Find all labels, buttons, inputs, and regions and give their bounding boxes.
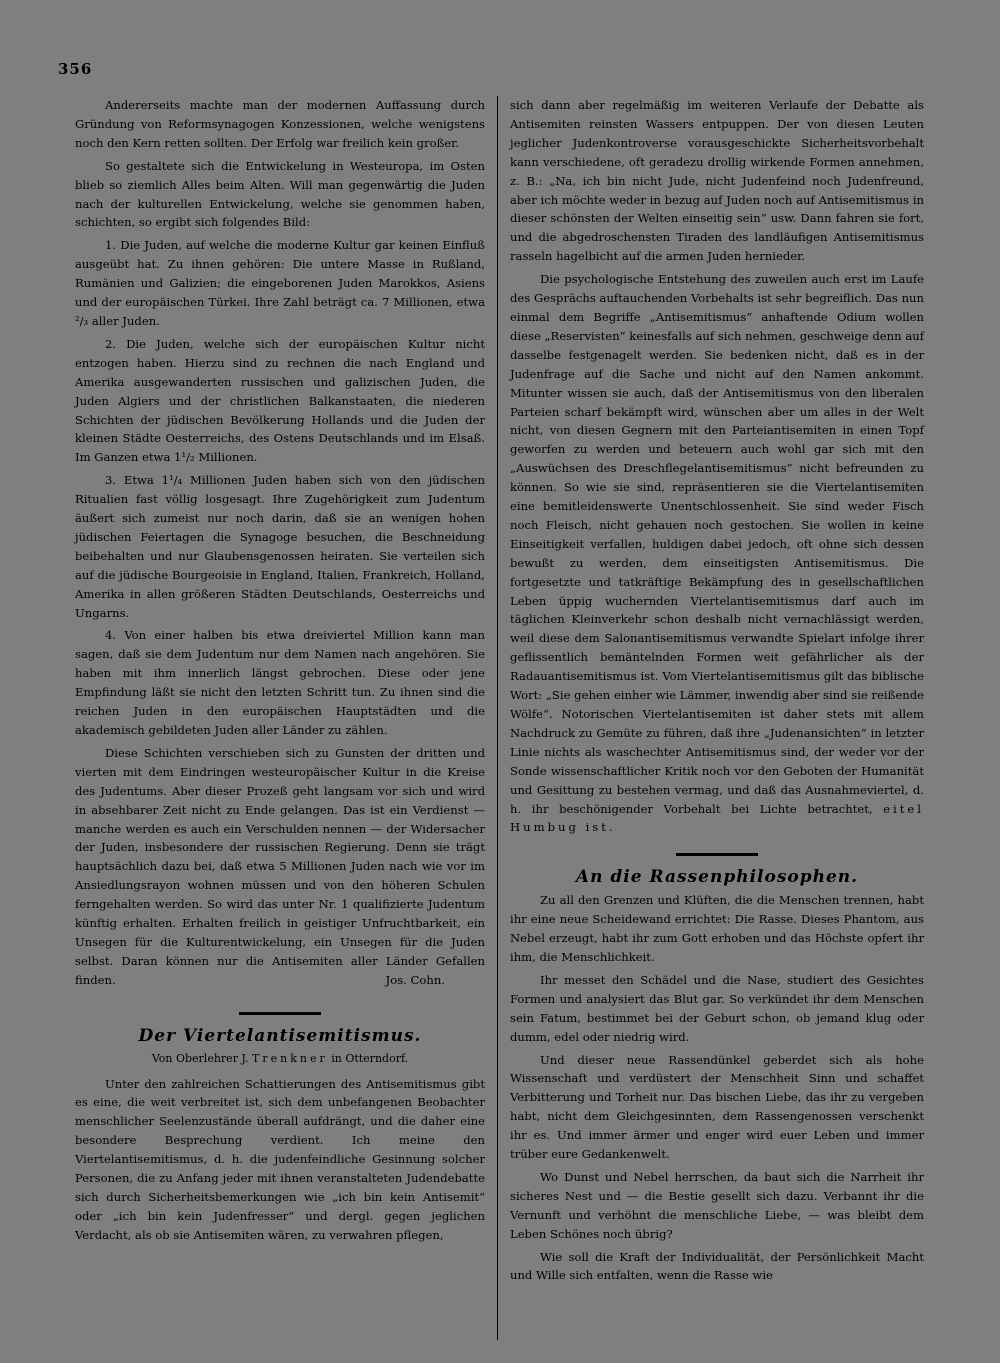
paragraph: So gestaltete sich die Entwickelung in Westeuropa, im Osten blieb so ziemlich Alles beim Alten. Will man gegenwärtig die Juden nach der kulturellen Entwickelung, welche sie genommen haben, schichten, so ergibt sich folgendes Bild:	[75, 158, 485, 230]
paragraph-with-signature	[75, 744, 485, 990]
paragraph-text: Die psychologische Entstehung des zuweilen auch erst im Laufe des Gesprächs auftauchenden Vorbehalts ist sehr begreiflich. Das nun einmal dem Begriffe „Antisemitismus“ anhaftende Odium wollen diese „Reservisten“ keinesfalls auf sich nehmen, geschweige denn auf dasselbe festgenagelt werden. Sie bedenken nicht, daß es in der Judenfrage auf die Sache und nicht auf den Namen ankommt. Mitunter wissen sie auch, daß der Antisemitismus von den liberalen Parteien scharf bekämpft wird, wünschen aber um alles in der Welt nicht, von diesen Gegnern mit den Parteiantisemiten in einen Topf geworfen zu werden und beteuern auch wohl gar sich mit den „Auswüchsen des Dreschflegelantisemitismus“ nicht befreunden zu können. So wie sie sind, repräsentieren sie die Viertelantisemiten eine bemitleidenswerte Unentschlossenheit. Sie sind weder Fisch noch Fleisch, nicht gehauen noch gestochen. Sie wollen in keine Einseitigkeit verfallen, huldigen dabei jedoch, oft ohne sich dessen bewußt zu werden, dem einseitigsten Antisemitismus. Die fortgesetzte und tatkräftige Bekämpfung des in gesellschaftlichen Leben üppig wuchernden Viertelantisemitismus darf auch im täglichen Kleinverkehr schon deshalb nicht vernachlässigt werden, weil diese dem Salonantisemitismus verwandte Spielart infolge ihrer geflissentlich bemäntelnden Formen weit gefährlicher als der Radauantisemitismus ist. Vom Viertelantisemitismus gilt das biblische Wort: „Sie gehen einher wie Lämmer, inwendig aber sind sie reißende Wölfe“. Notorischen Viertelantisemiten ist daher stets mit allem Nachdruck zu Gemüte zu führen, daß ihre „Judenansichten“ in letzter Linie nichts als waschechter Antisemitismus sind, der weder vor der Sonde wissenschaftlicher Kritik noch vor den Geboten der Humanität und Gesittung zu bestehen vermag, und daß das Ausnahmeviertel, d. h. ihr beschönigender Vorbehalt bei Lichte betrachtet,	[510, 272, 924, 816]
paragraph: 2. Die Juden, welche sich der europäischen Kultur nicht entzogen haben. Hierzu sind zu rechnen die nach England und Amerika ausgewanderten russischen und galizischen Juden, die Juden Algiers und der christlichen Balkanstaaten, die niederen Schichten der jüdischen Bevölkerung Hollands und die Juden der kleinen Städte Oesterreichs, des Ostens Deutschlands und im Elsaß. Im Ganzen etwa 1¹/₂ Millionen.	[75, 336, 485, 465]
paragraph: Andererseits machte man der modernen Auffassung durch Gründung von Reformsynagogen Konzessionen, welche wenigstens noch den Kern retten sollten. Der Erfolg war freilich kein großer.	[75, 98, 485, 150]
paragraph: 4. Von einer halben bis etwa dreiviertel Million kann man sagen, daß sie dem Judentum nur dem Namen nach angehören. Sie haben mit ihm innerlich längst gebrochen. Diese oder jene Empfindung läßt sie nicht den letzten Schritt tun. Zu ihnen sind die reichen Juden in den europäischen Hauptstädten und die akademisch gebildeten Juden aller Länder zu zählen.	[75, 628, 485, 737]
paragraph: sich dann aber regelmäßig im weiteren Verlaufe der Debatte als Antisemiten reinsten Wassers entpuppen. Der von diesen Leuten jeglicher Judenkontroverse vorausgeschickte Sicherheitsvorbehalt kann verschiedene, oft geradezu drollig wirkende Formen annehmen, z. B.: „Na, ich bin nicht Jude, nicht Judenfeind noch Judenfreund, aber ich möchte weder in bezug auf Juden noch auf Antisemitismus in dieser schönsten der Welten einseitig sein“ usw. Dann fahren sie fort, und die abgedroschensten Tiraden des landläufigen Antisemitismus rasseln hagelbicht auf die armen Juden hernieder.	[510, 98, 924, 264]
author-signature: Jos. Cohn.	[385, 972, 445, 987]
emphasized-text: eitel Humbug ist.	[510, 801, 924, 835]
page-number: 356	[58, 60, 93, 78]
paragraph: 3. Etwa 1¹/₄ Millionen Juden haben sich von den jüdischen Ritualien fast völlig losgesagt. Ihre Zugehörigkeit zum Judentum äußert sich zumeist nur noch darin, daß sie an wenigen hohen jüdischen Feiertagen die Synagoge besuchen, die Beschneidung beibehalten und nur Glaubensgenossen heiraten. Sie verteilen sich auf die jüdische Bourgeoisie in England, Italien, Frankreich, Holland, Amerika in allen größeren Städten Deutschlands, Oesterreichs und Ungarns.	[75, 473, 485, 620]
paragraph: Ihr messet den Schädel und die Nase, studiert des Gesichtes Formen und analysiert das Blut gar. So verkündet ihr dem Menschen sein Fatum, bestimmet bei der Geburt schon, ob jemand klug oder dumm, edel oder niedrig wird.	[510, 972, 924, 1044]
section-separator	[239, 1012, 321, 1015]
byline	[75, 1050, 485, 1069]
poem-title: An die Rassenphilosophen.	[575, 867, 859, 888]
paragraph: 1. Die Juden, auf welche die moderne Kultur gar keinen Einfluß ausgeübt hat. Zu ihnen gehören: Die untere Masse in Rußland, Rumänien und Galizien; die eingeborenen Juden Marokkos, Asiens und der europäischen Türkei. Ihre Zahl beträgt ca. 7 Millionen, etwa ²/₃ aller Juden.	[75, 238, 485, 328]
paragraph: Zu all den Grenzen und Klüften, die die Menschen trennen, habt ihr eine neue Scheidewand errichtet: Die Rasse. Dieses Phantom, aus Nebel erzeugt, habt ihr zum Gott erhoben und das Höchste opfert ihr ihm, die Menschlichkeit.	[510, 893, 924, 964]
paragraph	[510, 270, 924, 837]
paragraph-text: Diese Schichten verschieben sich zu Gunsten der dritten und vierten mit dem Eindringen westeuropäischer Kultur in die Kreise des Judentums. Aber dieser Prozeß geht langsam vor sich und wird in absehbarer Zeit nicht zu Ende gelangen. Das ist ein Verdienst — manche werden es auch ein Verschulden nennen — der Widersacher der Juden, insbesondere der russischen Regierung. Denn sie trägt hauptsächlich dazu bei, daß etwa 5 Millionen Juden nach wie vor im Ansiedlungsrayon wohnen müssen und von den höheren Schulen ferngehalten werden. So wird das unter Nr. 1 qualifizierte Judentum künftig erhalten. Erhalten freilich in geistiger Unfruchtbarkeit, ein Unsegen für die Kulturentwickelung, ein Unsegen für die Juden selbst. Daran können nur die Antisemiten aller Länder Gefallen finden.	[75, 745, 485, 987]
left-column	[75, 96, 485, 1249]
section-separator	[676, 853, 758, 856]
paragraph: Wie soll die Kraft der Individualität, der Persönlichkeit Macht und Wille sich entfalten, wenn die Rasse wie	[510, 1249, 924, 1283]
paragraph: Wo Dunst und Nebel herrschen, da baut sich die Narrheit ihr sicheres Nest und — die Bestie gesellt sich dazu. Verbannt ihr die Vernunft und verhöhnt die menschliche Liebe, — was bleibt dem Leben Schönes noch übrig?	[510, 1169, 924, 1241]
article-title: Der Viertelantisemitismus.	[138, 1025, 422, 1046]
byline-author: Trenkner	[252, 1051, 328, 1065]
column-divider	[497, 96, 498, 1340]
paragraph: Und dieser neue Rassendünkel geberdet sich als hohe Wissenschaft und verdüstert der Menschheit Sinn und schaffet Verbitterung und Torheit nur. Das bischen Liebe, das ihr zu vergeben habt, nicht dem Gleichgesinnten, dem Rassengenossen verschenkt ihr es. Und immer ärmer und enger wird euer Leben und immer trüber eure Gedankenwelt.	[510, 1052, 924, 1162]
paragraph: Unter den zahlreichen Schattierungen des Antisemitismus gibt es eine, die weit verbreitet ist, sich dem unbefangenen Beobachter menschlicher Seelenzustände überall aufdrängt, und die daher eine besondere Besprechung verdient. Ich meine den Viertelantisemitismus, d. h. die judenfeindliche Gesinnung solcher Personen, die zu Anfang jeder mit ihnen veranstalteten Judendebatte sich durch Sicherheitsbemerkungen wie „ich bin kein Antisemit“ oder „ich bin kein Judenfresser“ und dergl. gegen jeglichen Verdacht, als ob sie Antisemiten wären, zu verwahren pflegen,	[75, 1076, 485, 1242]
byline-suffix: in Otterndorf.	[331, 1051, 409, 1065]
byline-prefix: Von Oberlehrer J.	[151, 1051, 249, 1065]
right-column	[510, 96, 924, 1289]
